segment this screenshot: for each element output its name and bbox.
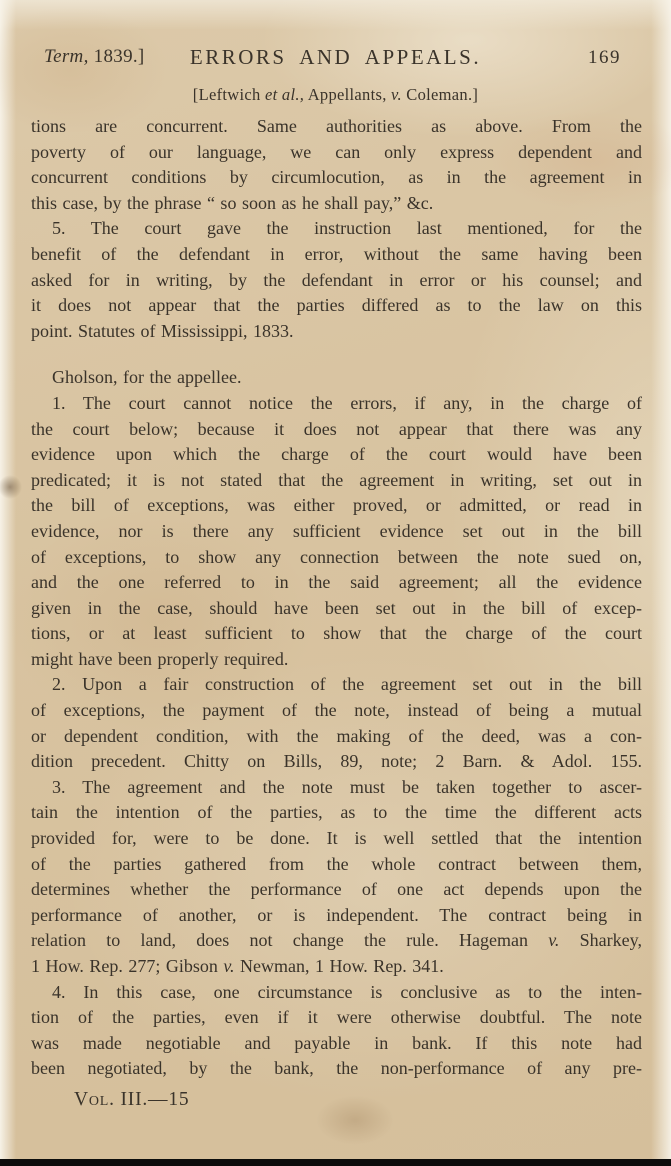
volume-footer: Vol. III.—15 bbox=[74, 1089, 190, 1110]
text-line: was made negotiable and payable in bank. If this note had bbox=[31, 1032, 642, 1053]
text-line: 1. The court cannot notice the errors, if any, in the charge of bbox=[52, 392, 642, 413]
page-number: 169 bbox=[588, 47, 621, 68]
text-line: determines whether the performance of one act depends upon the bbox=[31, 879, 642, 900]
text-line: concurrent conditions by circumlocution, as in the agreement in bbox=[31, 167, 642, 188]
text-line: this case, by the phrase “ so soon as he shall pay,” &c. bbox=[31, 192, 434, 213]
text-line: evidence upon which the charge of the court would have been bbox=[31, 444, 642, 465]
text-line: 3. The agreement and the note must be taken together to ascer- bbox=[52, 776, 642, 797]
text-line: of the parties gathered from the whole contract between them, bbox=[31, 853, 642, 874]
text-line: evidence, nor is there any sufficient evidence set out in the bill bbox=[31, 520, 642, 541]
paragraph bbox=[31, 672, 642, 774]
paragraph bbox=[31, 216, 642, 344]
text-line: 4. In this case, one circumstance is conclusive as to the inten- bbox=[52, 981, 642, 1002]
text-line: poverty of our language, we can only express dependent and bbox=[31, 141, 642, 162]
text-line: 1 How. Rep. 277; Gibson v. Newman, 1 How. Rep. 341. bbox=[31, 956, 444, 976]
paragraph bbox=[31, 980, 642, 1082]
body-text bbox=[31, 114, 642, 1082]
text-line: point. Statutes of Mississippi, 1833. bbox=[31, 320, 294, 341]
text-line: performance of another, or is independent. The contract being in bbox=[31, 904, 642, 925]
scan-edge-bar bbox=[0, 1159, 671, 1166]
text-line: relation to land, does not change the rule. Hageman v. Sharkey, bbox=[31, 930, 642, 951]
text-line: the court below; because it does not appear that there was any bbox=[31, 418, 642, 439]
text-line: asked for in writing, by the defendant in error or his counsel; and bbox=[31, 269, 642, 290]
paragraph bbox=[31, 365, 642, 391]
text-line: tions, or at least sufficient to show that the charge of the court bbox=[31, 623, 642, 644]
text-line: been negotiated, by the bank, the non-performance of any pre- bbox=[31, 1058, 642, 1079]
text-line: or dependent condition, with the making of the deed, was a con- bbox=[31, 725, 642, 746]
text-line: it does not appear that the parties differed as to the law on this bbox=[31, 295, 642, 316]
text-line: the bill of exceptions, was either proved, or admitted, or read in bbox=[31, 495, 642, 516]
case-caption: [Leftwich et al., Appellants, v. Coleman.] bbox=[192, 85, 479, 104]
text-line: tain the intention of the parties, as to the time the different acts bbox=[31, 802, 642, 823]
text-line: benefit of the defendant in error, without the same having been bbox=[31, 243, 642, 264]
text-line: provided for, were to be done. It is well settled that the intention bbox=[31, 828, 642, 849]
page-title: ERRORS AND APPEALS. bbox=[189, 45, 482, 69]
text-line: 2. Upon a fair construction of the agreement set out in the bill bbox=[52, 674, 642, 695]
text-line: and the one referred to in the said agreement; all the evidence bbox=[31, 572, 642, 593]
paragraph bbox=[31, 391, 642, 673]
text-line: tions are concurrent. Same authorities as above. From the bbox=[31, 116, 642, 136]
text-line: predicated; it is not stated that the agreement in writing, set out in bbox=[31, 469, 642, 490]
text-line: given in the case, should have been set out in the bill of excep- bbox=[31, 597, 642, 618]
paragraph bbox=[31, 114, 642, 216]
text-line: Gholson, for the appellee. bbox=[52, 367, 242, 388]
text-line: tion of the parties, even if it were otherwise doubtful. The note bbox=[31, 1007, 642, 1028]
header-term-year: Term, 1839.] bbox=[44, 46, 145, 67]
text-line: of exceptions, to show any connection between the note sued on, bbox=[31, 546, 642, 567]
text-line: 5. The court gave the instruction last mentioned, for the bbox=[52, 218, 642, 239]
text-line: dition precedent. Chitty on Bills, 89, note; 2 Barn. & Adol. 155. bbox=[31, 751, 642, 772]
text-line: might have been properly required. bbox=[31, 648, 289, 669]
paragraph bbox=[31, 775, 642, 980]
text-line: of exceptions, the payment of the note, instead of being a mutual bbox=[31, 700, 642, 721]
